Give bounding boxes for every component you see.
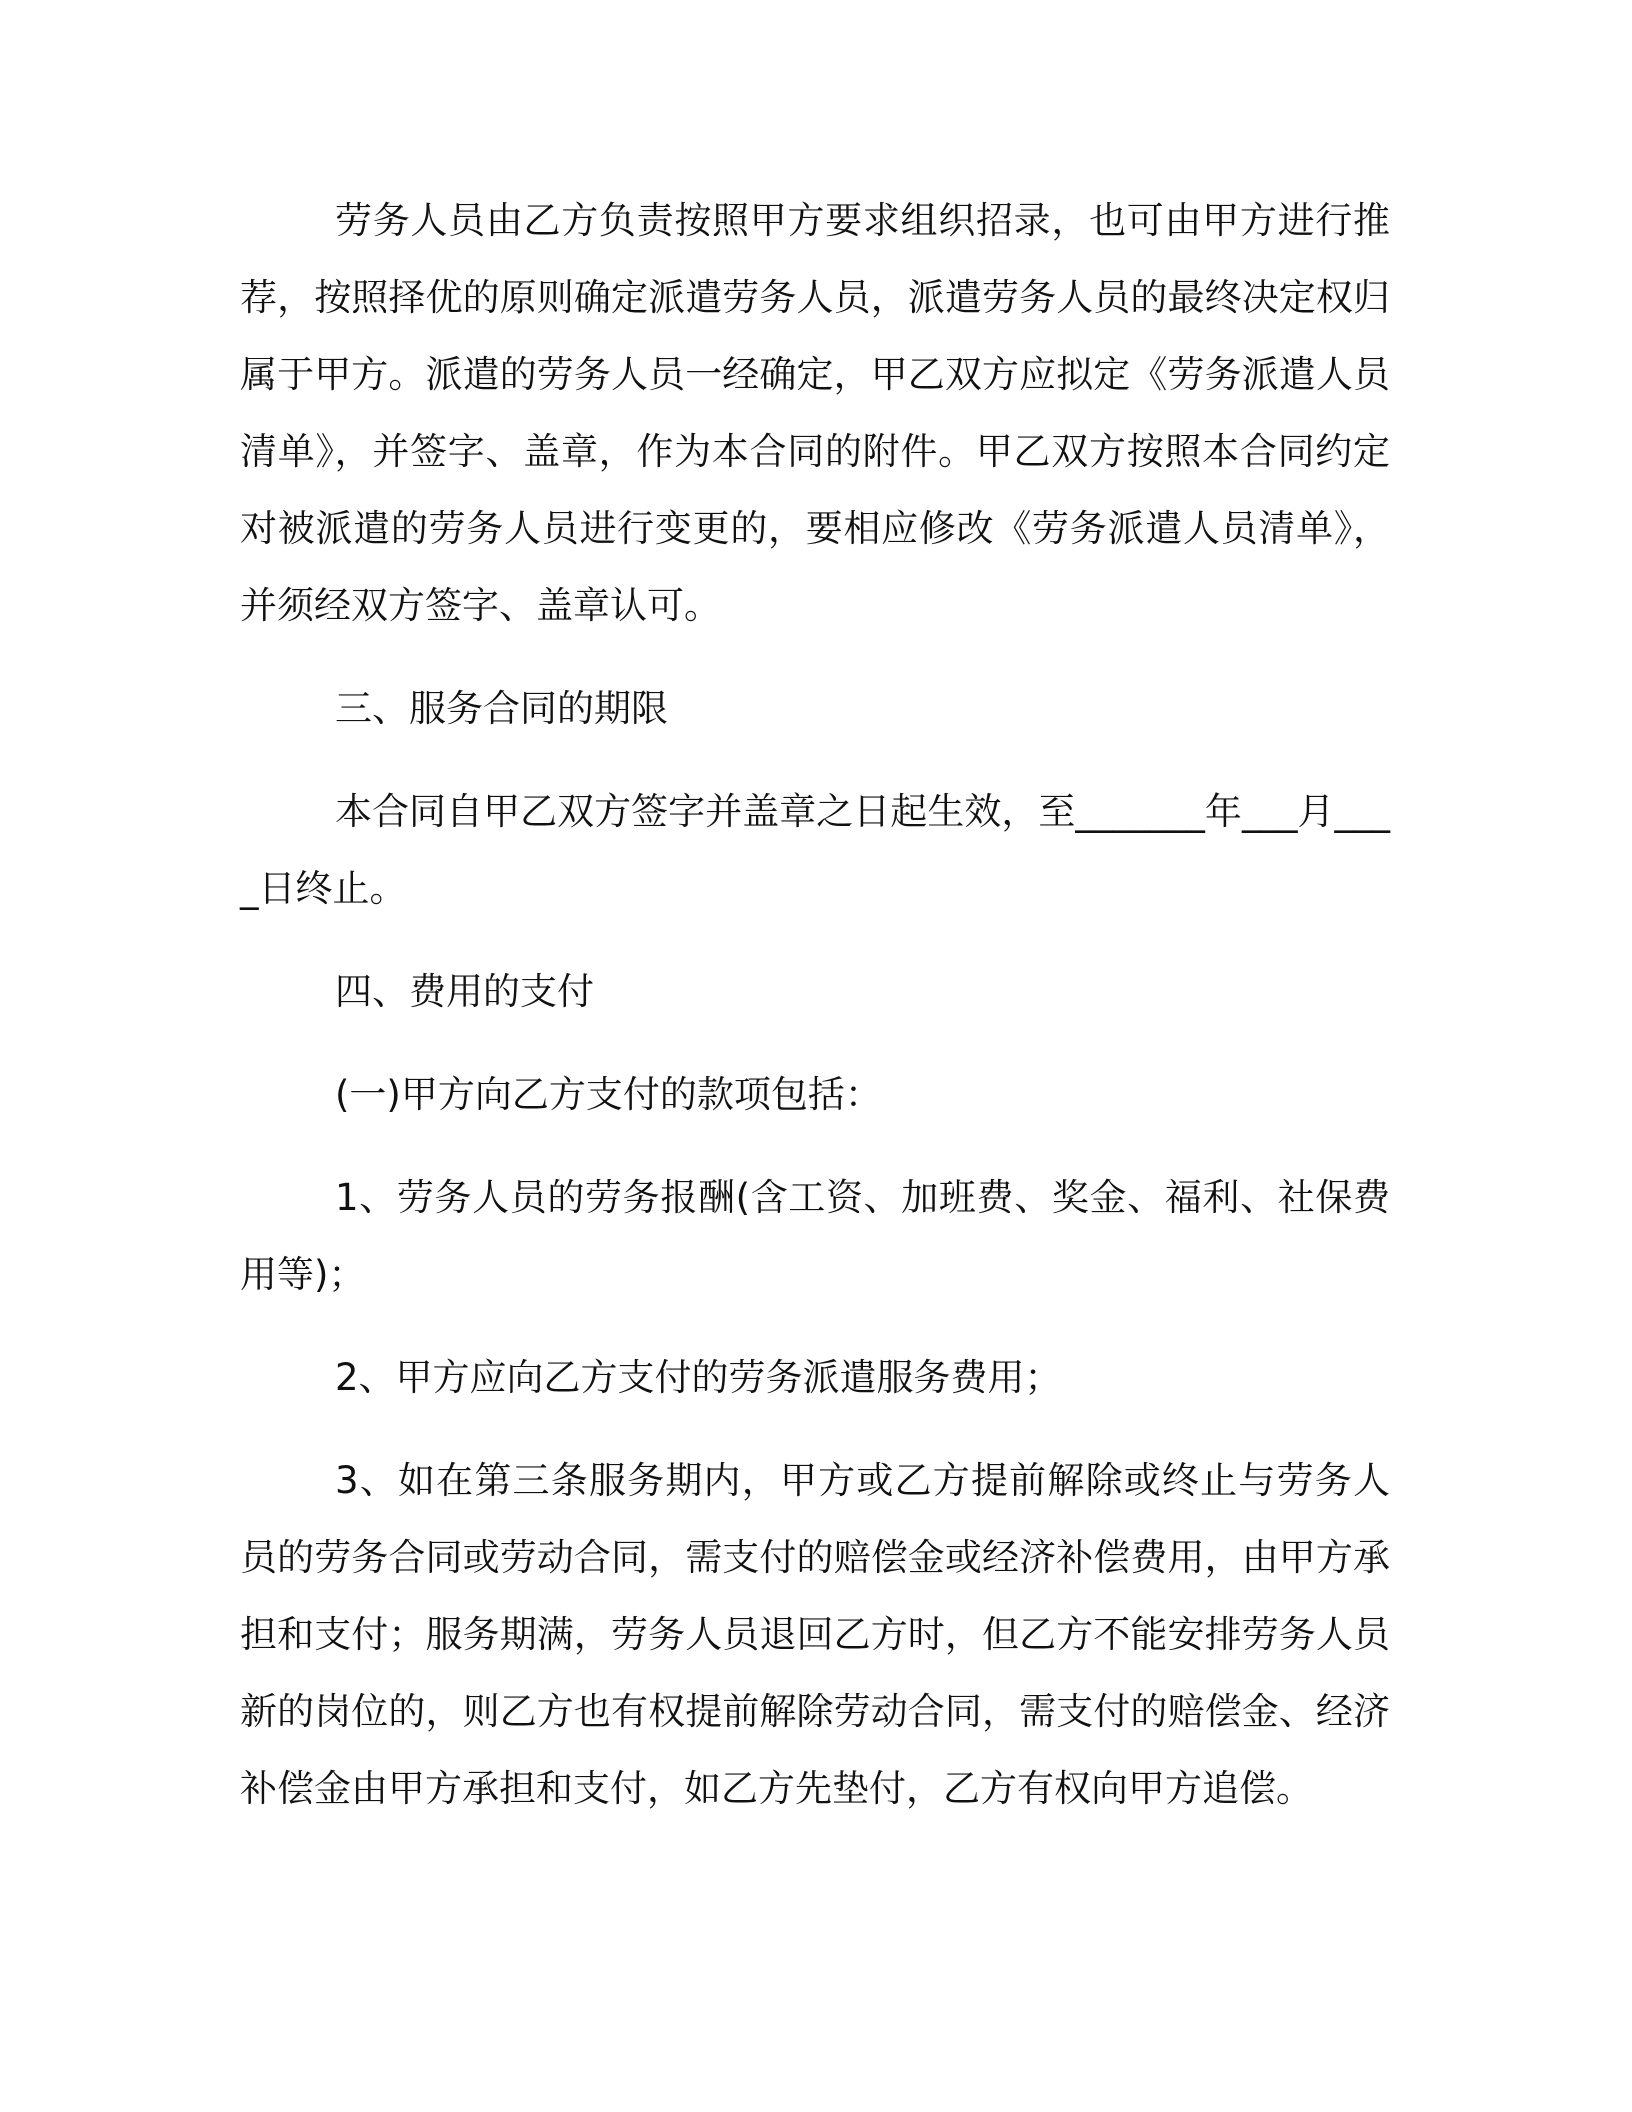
paragraph-payment-items-intro: (一)甲方向乙方支付的款项包括： <box>335 1073 882 1116</box>
paragraph-payment-item-1: 1、劳务人员的劳务报酬(含工资、加班费、奖金、福利、社保费用等)； <box>240 1176 1390 1296</box>
document-body <box>240 182 1390 1853</box>
section-heading-payment: 四、费用的支付 <box>335 970 594 1013</box>
paragraph-payment-item-3: 3、如在第三条服务期内，甲方或乙方提前解除或终止与劳务人员的劳务合同或劳动合同，需支付的赔偿金或经济补偿费用，由甲方承担和支付；服务期满，劳务人员退回乙方时，但乙方不能安排劳务人员新的岗位的，则乙方也有权提前解除劳动合同，需支付的赔偿金、经济补偿金由甲方承担和支付，如乙方先垫付，乙方有权向甲方追偿。 <box>240 1459 1390 1810</box>
paragraph-contract-term: 本合同自甲乙双方签字并盖章之日起生效，至_______年___月____日终止。 <box>240 790 1390 910</box>
paragraph-personnel-recruitment: 劳务人员由乙方负责按照甲方要求组织招录，也可由甲方进行推荐，按照择优的原则确定派遣劳务人员，派遣劳务人员的最终决定权归属于甲方。派遣的劳务人员一经确定，甲乙双方应拟定《劳务派遣人员清单》，并签字、盖章，作为本合同的附件。甲乙双方按照本合同约定对被派遣的劳务人员进行变更的，要相应修改《劳务派遣人员清单》，并须经双方签字、盖章认可。 <box>240 199 1390 627</box>
paragraph-payment-item-2: 2、甲方应向乙方支付的劳务派遣服务费用； <box>335 1356 1062 1399</box>
section-heading-contract-term: 三、服务合同的期限 <box>335 687 668 730</box>
